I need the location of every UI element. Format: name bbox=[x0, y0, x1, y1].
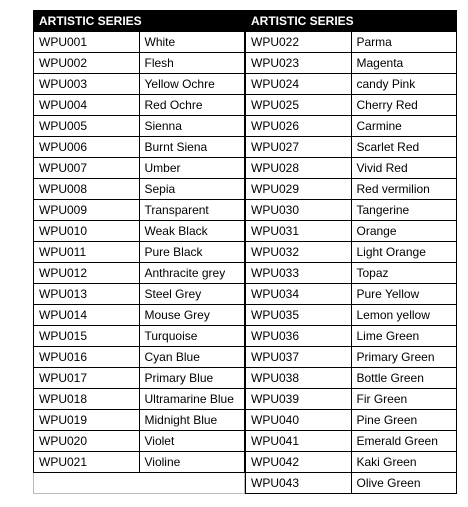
color-name-cell: Lemon yellow bbox=[351, 305, 457, 326]
table-row bbox=[246, 473, 457, 494]
product-code-cell: WPU033 bbox=[246, 263, 352, 284]
product-code-cell: WPU038 bbox=[246, 368, 352, 389]
product-code-cell: WPU005 bbox=[34, 116, 140, 137]
product-code-cell: WPU027 bbox=[246, 137, 352, 158]
color-name-cell: Ultramarine Blue bbox=[139, 389, 245, 410]
color-name-cell: Lime Green bbox=[351, 326, 457, 347]
color-name-cell: Violet bbox=[139, 431, 245, 452]
product-code-cell: WPU041 bbox=[246, 431, 352, 452]
product-code-cell: WPU008 bbox=[34, 179, 140, 200]
product-code-cell: WPU011 bbox=[34, 242, 140, 263]
color-name-cell: Pure Yellow bbox=[351, 284, 457, 305]
product-code-cell: WPU035 bbox=[246, 305, 352, 326]
color-name-cell: Violine bbox=[139, 452, 245, 473]
table-row bbox=[34, 137, 245, 158]
table-row bbox=[34, 95, 245, 116]
table-row bbox=[34, 116, 245, 137]
table-header: ARTISTIC SERIES bbox=[246, 11, 457, 32]
table-row bbox=[34, 431, 245, 452]
product-code-cell: WPU002 bbox=[34, 53, 140, 74]
table-row bbox=[246, 179, 457, 200]
color-name-cell: Light Orange bbox=[351, 242, 457, 263]
table-row bbox=[34, 305, 245, 326]
color-name-cell: Anthracite grey bbox=[139, 263, 245, 284]
table-row bbox=[34, 158, 245, 179]
color-name-cell: Vivid Red bbox=[351, 158, 457, 179]
product-code-cell: WPU023 bbox=[246, 53, 352, 74]
color-name-cell: Parma bbox=[351, 32, 457, 53]
table-row bbox=[246, 284, 457, 305]
product-code-cell: WPU022 bbox=[246, 32, 352, 53]
color-name-cell: Cherry Red bbox=[351, 95, 457, 116]
color-name-cell: Mouse Grey bbox=[139, 305, 245, 326]
table-row bbox=[246, 116, 457, 137]
color-name-cell: Scarlet Red bbox=[351, 137, 457, 158]
color-name-cell: Pure Black bbox=[139, 242, 245, 263]
table-row bbox=[246, 200, 457, 221]
table-row bbox=[246, 389, 457, 410]
product-code-cell: WPU017 bbox=[34, 368, 140, 389]
color-name-cell: Emerald Green bbox=[351, 431, 457, 452]
table-row bbox=[34, 368, 245, 389]
table-header-row bbox=[34, 11, 245, 32]
table-row bbox=[246, 158, 457, 179]
table-row bbox=[34, 452, 245, 473]
color-name-cell: Burnt Siena bbox=[139, 137, 245, 158]
table-row bbox=[34, 179, 245, 200]
table-row bbox=[34, 32, 245, 53]
color-name-cell: Topaz bbox=[351, 263, 457, 284]
table-row bbox=[34, 74, 245, 95]
product-code-cell: WPU007 bbox=[34, 158, 140, 179]
product-code-cell: WPU003 bbox=[34, 74, 140, 95]
product-code-cell: WPU037 bbox=[246, 347, 352, 368]
color-name-cell: Turquoise bbox=[139, 326, 245, 347]
empty-row bbox=[34, 473, 245, 494]
product-code-cell: WPU024 bbox=[246, 74, 352, 95]
table-row bbox=[246, 74, 457, 95]
table-row bbox=[246, 368, 457, 389]
table-header-row bbox=[246, 11, 457, 32]
table-row bbox=[246, 452, 457, 473]
product-code-cell: WPU028 bbox=[246, 158, 352, 179]
color-name-cell: Yellow Ochre bbox=[139, 74, 245, 95]
product-code-cell: WPU032 bbox=[246, 242, 352, 263]
color-name-cell: Fir Green bbox=[351, 389, 457, 410]
product-code-cell: WPU015 bbox=[34, 326, 140, 347]
empty-cell bbox=[34, 473, 245, 494]
color-name-cell: Olive Green bbox=[351, 473, 457, 494]
color-name-cell: Cyan Blue bbox=[139, 347, 245, 368]
color-name-cell: Transparent bbox=[139, 200, 245, 221]
color-name-cell: Kaki Green bbox=[351, 452, 457, 473]
product-code-cell: WPU016 bbox=[34, 347, 140, 368]
table-row bbox=[34, 389, 245, 410]
table-row bbox=[246, 242, 457, 263]
table-row bbox=[34, 326, 245, 347]
color-table-right-body bbox=[246, 11, 457, 494]
color-name-cell: Primary Green bbox=[351, 347, 457, 368]
product-code-cell: WPU021 bbox=[34, 452, 140, 473]
product-code-cell: WPU001 bbox=[34, 32, 140, 53]
color-table-left bbox=[33, 10, 245, 494]
product-code-cell: WPU006 bbox=[34, 137, 140, 158]
table-row bbox=[246, 32, 457, 53]
table-row bbox=[246, 431, 457, 452]
color-name-cell: Midnight Blue bbox=[139, 410, 245, 431]
product-code-cell: WPU031 bbox=[246, 221, 352, 242]
table-row bbox=[246, 410, 457, 431]
color-name-cell: Steel Grey bbox=[139, 284, 245, 305]
product-code-cell: WPU020 bbox=[34, 431, 140, 452]
color-name-cell: Tangerine bbox=[351, 200, 457, 221]
table-row bbox=[34, 284, 245, 305]
table-row bbox=[34, 53, 245, 74]
product-code-cell: WPU029 bbox=[246, 179, 352, 200]
color-name-cell: Sepia bbox=[139, 179, 245, 200]
product-code-cell: WPU026 bbox=[246, 116, 352, 137]
color-name-cell: Red Ochre bbox=[139, 95, 245, 116]
color-name-cell: Pine Green bbox=[351, 410, 457, 431]
product-code-cell: WPU025 bbox=[246, 95, 352, 116]
color-name-cell: Weak Black bbox=[139, 221, 245, 242]
color-name-cell: White bbox=[139, 32, 245, 53]
color-table-right bbox=[245, 10, 457, 494]
product-code-cell: WPU039 bbox=[246, 389, 352, 410]
product-code-cell: WPU019 bbox=[34, 410, 140, 431]
product-code-cell: WPU042 bbox=[246, 452, 352, 473]
table-row bbox=[34, 263, 245, 284]
table-header: ARTISTIC SERIES bbox=[34, 11, 245, 32]
color-table-left-body bbox=[34, 11, 245, 494]
table-row bbox=[34, 221, 245, 242]
table-row bbox=[34, 242, 245, 263]
table-row bbox=[246, 95, 457, 116]
color-name-cell: Carmine bbox=[351, 116, 457, 137]
table-row bbox=[246, 221, 457, 242]
color-name-cell: Magenta bbox=[351, 53, 457, 74]
product-code-cell: WPU012 bbox=[34, 263, 140, 284]
table-row bbox=[246, 53, 457, 74]
product-code-cell: WPU013 bbox=[34, 284, 140, 305]
color-name-cell: Red vermilion bbox=[351, 179, 457, 200]
table-row bbox=[246, 137, 457, 158]
color-name-cell: Umber bbox=[139, 158, 245, 179]
color-name-cell: Bottle Green bbox=[351, 368, 457, 389]
table-row bbox=[246, 347, 457, 368]
product-code-cell: WPU014 bbox=[34, 305, 140, 326]
product-code-cell: WPU034 bbox=[246, 284, 352, 305]
product-code-cell: WPU004 bbox=[34, 95, 140, 116]
color-name-cell: Flesh bbox=[139, 53, 245, 74]
color-name-cell: Sienna bbox=[139, 116, 245, 137]
product-code-cell: WPU043 bbox=[246, 473, 352, 494]
table-row bbox=[34, 347, 245, 368]
product-code-cell: WPU018 bbox=[34, 389, 140, 410]
table-row bbox=[34, 200, 245, 221]
product-code-cell: WPU030 bbox=[246, 200, 352, 221]
color-name-cell: candy Pink bbox=[351, 74, 457, 95]
color-name-cell: Primary Blue bbox=[139, 368, 245, 389]
table-row bbox=[34, 410, 245, 431]
table-row bbox=[246, 326, 457, 347]
color-name-cell: Orange bbox=[351, 221, 457, 242]
product-code-cell: WPU010 bbox=[34, 221, 140, 242]
product-code-cell: WPU036 bbox=[246, 326, 352, 347]
product-code-cell: WPU009 bbox=[34, 200, 140, 221]
product-code-cell: WPU040 bbox=[246, 410, 352, 431]
table-row bbox=[246, 305, 457, 326]
table-row bbox=[246, 263, 457, 284]
